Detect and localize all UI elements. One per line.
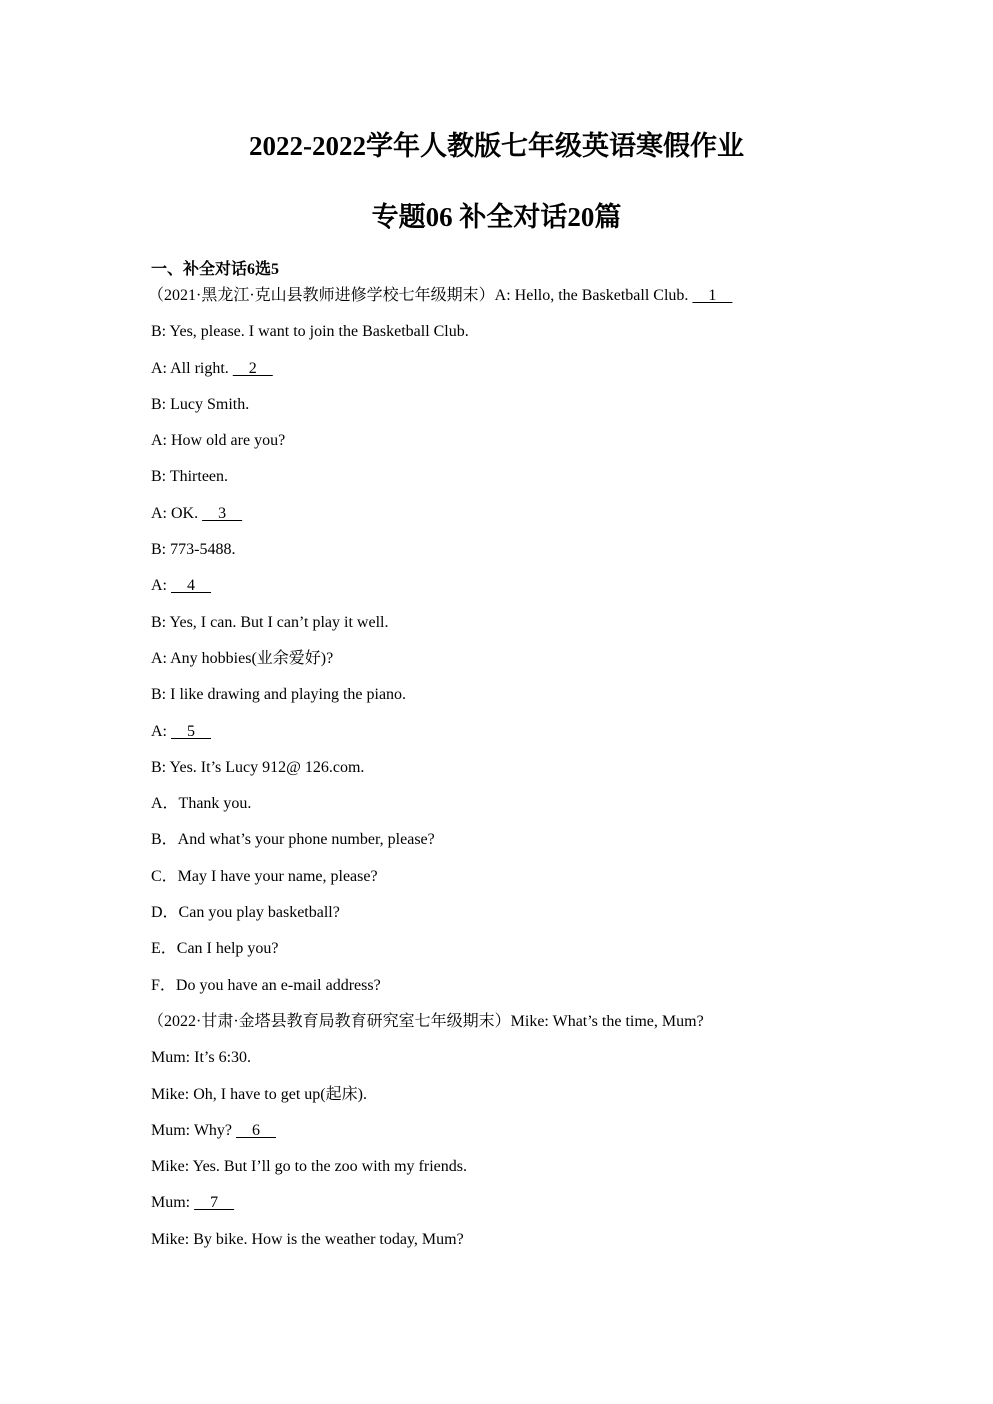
line-text: D．Can you play basketball? bbox=[151, 904, 340, 922]
answer-blank: 2 bbox=[232, 359, 273, 377]
line-text: B: I like drawing and playing the piano. bbox=[151, 686, 407, 704]
document-subtitle: 专题06 补全对话20篇 bbox=[371, 202, 622, 232]
dialogue-line bbox=[151, 1228, 911, 1264]
dialogue-line bbox=[151, 538, 911, 574]
line-text: A: bbox=[151, 577, 171, 595]
line-text: B: Yes. It’s Lucy 912@ 126.com. bbox=[151, 758, 365, 776]
dialogue-line bbox=[151, 756, 911, 792]
dialogue-line bbox=[151, 357, 911, 393]
section-heading: 一、补全对话6选5 bbox=[151, 261, 280, 278]
dialogue-line bbox=[151, 937, 911, 973]
line-text: A: All right. bbox=[151, 359, 233, 377]
dialogue-line bbox=[151, 792, 911, 828]
line-text: A: How old are you? bbox=[151, 432, 286, 450]
dialogue-line bbox=[151, 320, 911, 356]
dialogue-line bbox=[151, 611, 911, 647]
document-title: 2022-2022学年人教版七年级英语寒假作业 bbox=[249, 131, 744, 161]
dialogue-line bbox=[151, 974, 911, 1010]
dialogue-line bbox=[151, 1155, 911, 1191]
line-text: （2022·甘肃·金塔县教育局教育研究室七年级期末）Mike: What’s the time, Mum? bbox=[148, 1012, 704, 1030]
line-text: B: Yes, I can. But I can’t play it well. bbox=[151, 613, 389, 631]
dialogue-line bbox=[151, 1191, 911, 1227]
answer-blank: 3 bbox=[202, 504, 243, 522]
dialogue-line bbox=[151, 683, 911, 719]
line-text: B: Lucy Smith. bbox=[151, 395, 250, 413]
answer-blank: 5 bbox=[171, 722, 211, 740]
answer-blank: 7 bbox=[194, 1194, 235, 1212]
dialogue-lines bbox=[148, 284, 911, 1264]
line-text: Mum: It’s 6:30. bbox=[151, 1049, 252, 1067]
line-text: Mum: Why? bbox=[151, 1121, 237, 1139]
dialogue-line bbox=[151, 393, 911, 429]
question-source-line bbox=[148, 1010, 911, 1046]
dialogue-line bbox=[151, 502, 911, 538]
answer-blank: 1 bbox=[692, 287, 733, 304]
answer-blank: 6 bbox=[236, 1121, 277, 1139]
dialogue-line bbox=[151, 901, 911, 937]
line-text: A: bbox=[151, 722, 171, 740]
line-text: A．Thank you. bbox=[151, 795, 252, 813]
dialogue-line bbox=[151, 720, 911, 756]
dialogue-line bbox=[151, 1046, 911, 1082]
line-text: B: Yes, please. I want to join the Basketball Club. bbox=[151, 323, 469, 341]
line-text: Mum: bbox=[151, 1194, 195, 1212]
line-text: A: OK. bbox=[151, 504, 203, 522]
line-text: Mike: Oh, I have to get up(起床). bbox=[151, 1085, 367, 1103]
line-text: Mike: Yes. But I’ll go to the zoo with my friends. bbox=[151, 1158, 467, 1176]
dialogue-line bbox=[151, 865, 911, 901]
line-text: B．And what’s your phone number, please? bbox=[151, 831, 435, 849]
dialogue-line bbox=[151, 647, 911, 683]
line-text: A: Any hobbies(业余爱好)? bbox=[151, 649, 334, 667]
line-text: （2021·黑龙江·克山县教师进修学校七年级期末）A: Hello, the Basketball Club. bbox=[148, 287, 693, 304]
line-text: F．Do you have an e-mail address? bbox=[151, 976, 381, 994]
dialogue-line bbox=[151, 574, 911, 610]
dialogue-line bbox=[151, 1083, 911, 1119]
answer-blank: 4 bbox=[171, 577, 211, 595]
dialogue-line bbox=[151, 429, 911, 465]
dialogue-line bbox=[151, 1119, 911, 1155]
line-text: B: 773-5488. bbox=[151, 541, 236, 559]
line-text: C．May I have your name, please? bbox=[151, 867, 378, 885]
line-text: B: Thirteen. bbox=[151, 468, 229, 486]
dialogue-line bbox=[151, 828, 911, 864]
question-source-line bbox=[148, 284, 911, 320]
line-text: E．Can I help you? bbox=[151, 940, 279, 958]
line-text: Mike: By bike. How is the weather today, Mum? bbox=[151, 1230, 464, 1248]
dialogue-line bbox=[151, 465, 911, 501]
